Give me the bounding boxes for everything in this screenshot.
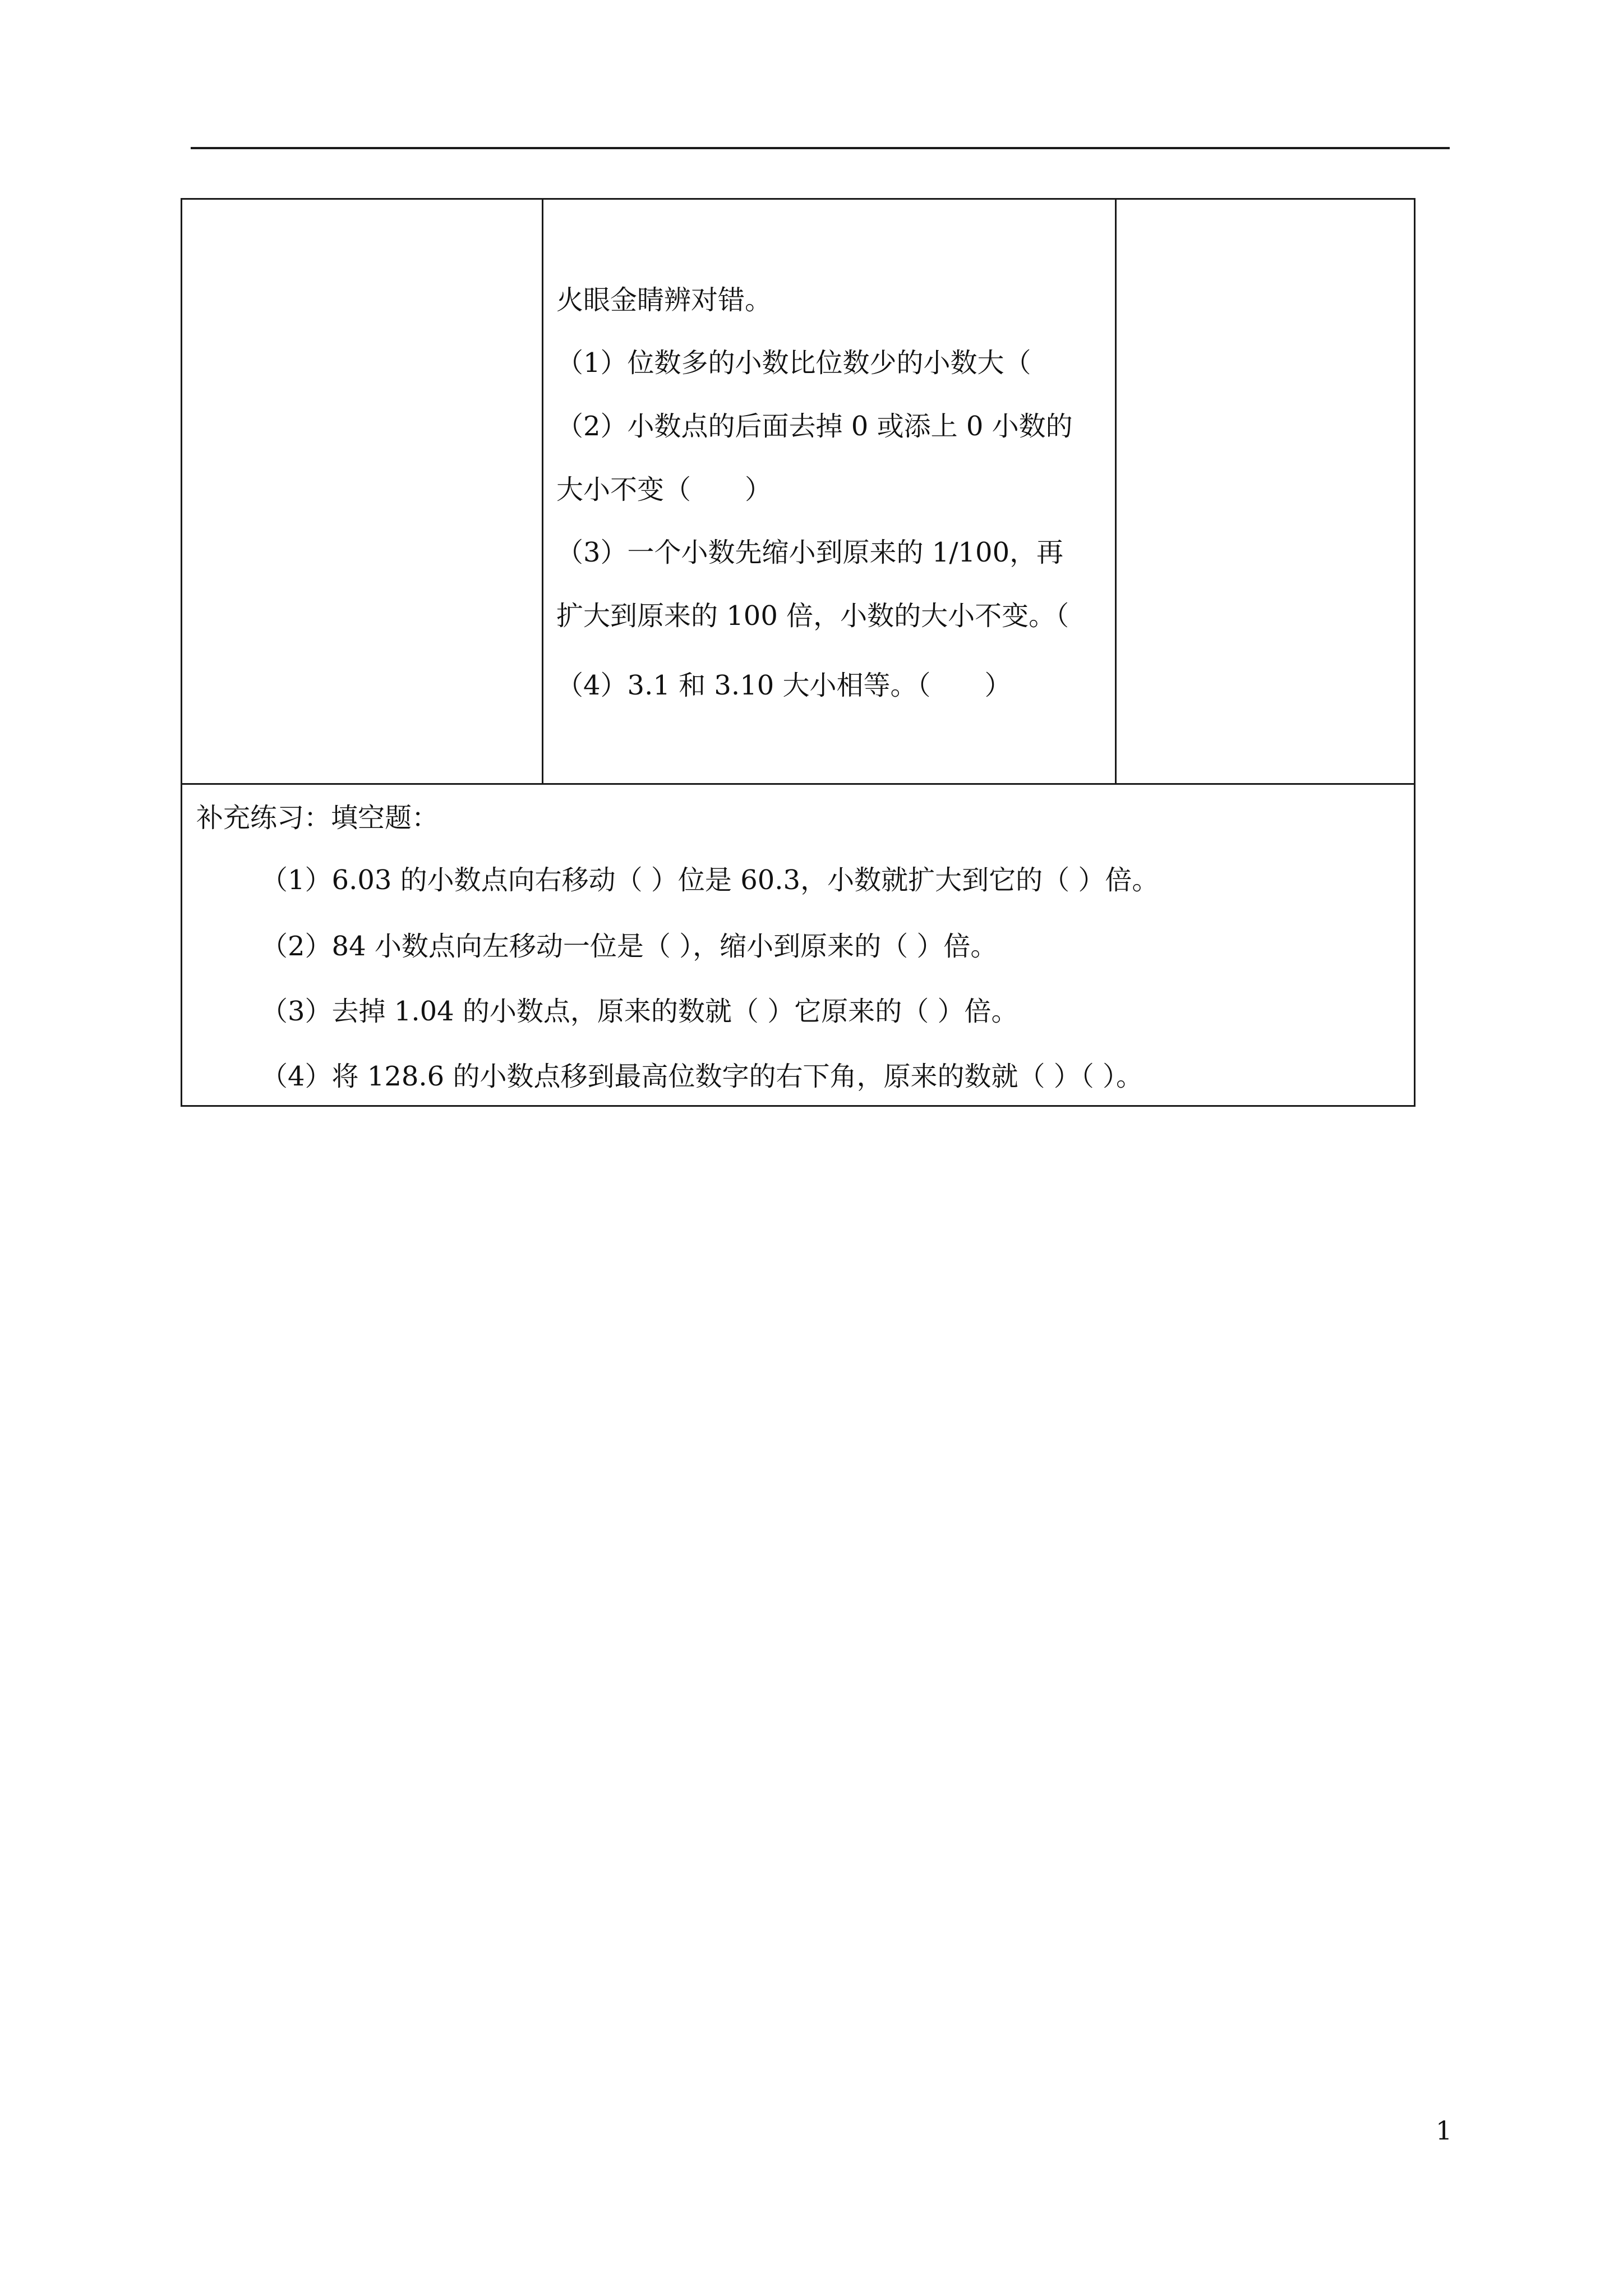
supplement-item-1: （1）6.03 的小数点向右移动（ ）位是 60.3，小数就扩大到它的（ ）倍。 [261, 864, 1159, 896]
exercise-line-1: （1）位数多的小数比位数少的小数大（ [556, 347, 1031, 379]
table-column-divider-2 [1115, 198, 1117, 784]
supplement-item-4: （4）将 128.6 的小数点移到最高位数字的右下角，原来的数就（ ）（ ）。 [261, 1061, 1143, 1092]
page-number: 1 [1436, 2115, 1453, 2146]
supplement-item-2: （2）84 小数点向左移动一位是（ ），缩小到原来的（ ）倍。 [261, 931, 998, 962]
lesson-table [181, 198, 1415, 1107]
header-rule [191, 147, 1450, 149]
exercise-line-5: 扩大到原来的 100 倍，小数的大小不变。（ [556, 600, 1069, 632]
exercise-line-4: （3）一个小数先缩小到原来的 1/100，再 [556, 537, 1064, 568]
exercise-line-2: （2）小数点的后面去掉 0 或添上 0 小数的 [556, 411, 1073, 442]
table-row-divider [181, 783, 1415, 785]
exercise-line-3: 大小不变（ ） [556, 474, 772, 505]
supplement-item-3: （3）去掉 1.04 的小数点，原来的数就（ ）它原来的（ ）倍。 [261, 996, 1018, 1027]
table-column-divider-1 [542, 198, 543, 784]
exercise-line-6: （4）3.1 和 3.10 大小相等。（ ） [556, 670, 1012, 701]
supplement-heading: 补充练习：填空题： [196, 802, 439, 834]
exercise-title: 火眼金睛辨对错。 [556, 284, 772, 316]
